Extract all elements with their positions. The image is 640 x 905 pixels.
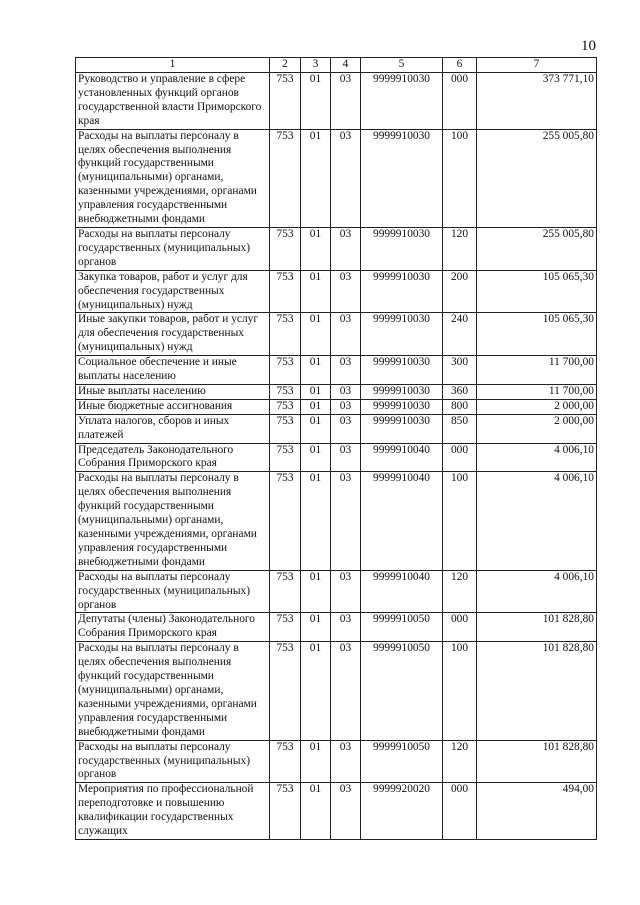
row-code-cell: 753: [270, 270, 301, 313]
table-row: [76, 313, 597, 356]
row-amount-cell: 11 700,00: [477, 384, 597, 399]
row-name-cell: Депутаты (члены) Законодательного Собрания Приморского края: [76, 613, 270, 642]
row-code-cell: 753: [270, 313, 301, 356]
column-header: 5: [361, 58, 443, 73]
column-header: 7: [477, 58, 597, 73]
row-code-cell: 9999910050: [361, 613, 443, 642]
row-code-cell: 9999910030: [361, 227, 443, 270]
row-amount-cell: 4 006,10: [477, 472, 597, 570]
row-name-cell: Расходы на выплаты персоналу государственных (муниципальных) органов: [76, 740, 270, 783]
row-code-cell: 01: [301, 227, 331, 270]
row-code-cell: 753: [270, 740, 301, 783]
row-code-cell: 01: [301, 642, 331, 740]
row-code-cell: 03: [331, 384, 361, 399]
row-amount-cell: 255 005,80: [477, 129, 597, 227]
row-code-cell: 753: [270, 73, 301, 130]
row-code-cell: 753: [270, 227, 301, 270]
row-code-cell: 200: [443, 270, 477, 313]
row-code-cell: 03: [331, 399, 361, 414]
row-code-cell: 03: [331, 73, 361, 130]
row-code-cell: 03: [331, 570, 361, 613]
table-row: [76, 399, 597, 414]
row-code-cell: 850: [443, 414, 477, 443]
row-amount-cell: 105 065,30: [477, 270, 597, 313]
row-code-cell: 9999910030: [361, 356, 443, 385]
row-name-cell: Уплата налогов, сборов и иных платежей: [76, 414, 270, 443]
row-name-cell: Председатель Законодательного Собрания Приморского края: [76, 443, 270, 472]
row-amount-cell: 494,00: [477, 783, 597, 840]
row-code-cell: 9999910040: [361, 472, 443, 570]
row-code-cell: 03: [331, 443, 361, 472]
row-code-cell: 03: [331, 356, 361, 385]
table-row: [76, 356, 597, 385]
row-code-cell: 120: [443, 570, 477, 613]
row-code-cell: 01: [301, 399, 331, 414]
row-amount-cell: 373 771,10: [477, 73, 597, 130]
row-code-cell: 000: [443, 783, 477, 840]
row-code-cell: 03: [331, 472, 361, 570]
row-code-cell: 01: [301, 570, 331, 613]
row-name-cell: Расходы на выплаты персоналу государственных (муниципальных) органов: [76, 227, 270, 270]
row-code-cell: 9999910030: [361, 129, 443, 227]
row-code-cell: 9999910040: [361, 443, 443, 472]
row-amount-cell: 255 005,80: [477, 227, 597, 270]
row-code-cell: 03: [331, 270, 361, 313]
row-code-cell: 753: [270, 783, 301, 840]
row-code-cell: 9999910030: [361, 73, 443, 130]
table-row: [76, 472, 597, 570]
table-header-row: [76, 58, 597, 73]
row-amount-cell: 4 006,10: [477, 570, 597, 613]
column-header: 1: [76, 58, 270, 73]
row-code-cell: 753: [270, 399, 301, 414]
row-code-cell: 360: [443, 384, 477, 399]
budget-table: [75, 57, 597, 840]
row-code-cell: 800: [443, 399, 477, 414]
row-name-cell: Руководство и управление в сфере установленных функций органов государственной власти Приморского края: [76, 73, 270, 130]
table-body: [76, 73, 597, 840]
table-row: [76, 740, 597, 783]
table-row: [76, 227, 597, 270]
row-code-cell: 03: [331, 783, 361, 840]
row-code-cell: 01: [301, 443, 331, 472]
row-code-cell: 9999910050: [361, 642, 443, 740]
row-code-cell: 753: [270, 414, 301, 443]
row-code-cell: 100: [443, 642, 477, 740]
table-row: [76, 613, 597, 642]
row-code-cell: 753: [270, 613, 301, 642]
table-row: [76, 270, 597, 313]
row-amount-cell: 105 065,30: [477, 313, 597, 356]
row-name-cell: Расходы на выплаты персоналу в целях обеспечения выполнения функций государственными (муниципальными) органами, казенными учреждениями, органами управления государственными внебюджетными фондами: [76, 642, 270, 740]
row-code-cell: 01: [301, 270, 331, 313]
row-name-cell: Иные закупки товаров, работ и услуг для обеспечения государственных (муниципальных) нужд: [76, 313, 270, 356]
row-code-cell: 300: [443, 356, 477, 385]
row-amount-cell: 101 828,80: [477, 613, 597, 642]
row-code-cell: 03: [331, 313, 361, 356]
row-amount-cell: 2 000,00: [477, 414, 597, 443]
row-name-cell: Расходы на выплаты персоналу в целях обеспечения выполнения функций государственными (муниципальными) органами, казенными учреждениями, органами управления государственными внебюджетными фондами: [76, 129, 270, 227]
row-code-cell: 01: [301, 384, 331, 399]
row-code-cell: 01: [301, 613, 331, 642]
row-amount-cell: 11 700,00: [477, 356, 597, 385]
row-amount-cell: 101 828,80: [477, 642, 597, 740]
row-code-cell: 753: [270, 384, 301, 399]
row-code-cell: 01: [301, 783, 331, 840]
table-row: [76, 73, 597, 130]
row-code-cell: 753: [270, 129, 301, 227]
row-name-cell: Расходы на выплаты персоналу государственных (муниципальных) органов: [76, 570, 270, 613]
table-row: [76, 443, 597, 472]
row-code-cell: 9999910040: [361, 570, 443, 613]
row-code-cell: 120: [443, 740, 477, 783]
row-code-cell: 000: [443, 73, 477, 130]
row-code-cell: 01: [301, 129, 331, 227]
row-code-cell: 100: [443, 129, 477, 227]
table-row: [76, 129, 597, 227]
column-header: 4: [331, 58, 361, 73]
row-code-cell: 240: [443, 313, 477, 356]
row-code-cell: 000: [443, 613, 477, 642]
row-amount-cell: 4 006,10: [477, 443, 597, 472]
row-code-cell: 03: [331, 129, 361, 227]
row-name-cell: Расходы на выплаты персоналу в целях обеспечения выполнения функций государственными (муниципальными) органами, казенными учреждениями, органами управления государственными внебюджетными фондами: [76, 472, 270, 570]
row-name-cell: Мероприятия по профессиональной переподготовке и повышению квалификации государственных служащих: [76, 783, 270, 840]
table-row: [76, 414, 597, 443]
row-name-cell: Закупка товаров, работ и услуг для обеспечения государственных (муниципальных) нужд: [76, 270, 270, 313]
table-row: [76, 783, 597, 840]
row-code-cell: 01: [301, 73, 331, 130]
row-code-cell: 9999910030: [361, 384, 443, 399]
row-code-cell: 9999910050: [361, 740, 443, 783]
row-name-cell: Иные бюджетные ассигнования: [76, 399, 270, 414]
row-code-cell: 9999910030: [361, 270, 443, 313]
row-code-cell: 9999920020: [361, 783, 443, 840]
row-amount-cell: 2 000,00: [477, 399, 597, 414]
row-amount-cell: 101 828,80: [477, 740, 597, 783]
row-code-cell: 753: [270, 356, 301, 385]
row-code-cell: 753: [270, 472, 301, 570]
page-number: 10: [581, 38, 596, 54]
row-code-cell: 100: [443, 472, 477, 570]
row-code-cell: 01: [301, 414, 331, 443]
row-code-cell: 01: [301, 313, 331, 356]
table-row: [76, 384, 597, 399]
row-code-cell: 01: [301, 356, 331, 385]
row-code-cell: 03: [331, 227, 361, 270]
row-code-cell: 03: [331, 642, 361, 740]
row-code-cell: 03: [331, 414, 361, 443]
column-header: 6: [443, 58, 477, 73]
row-code-cell: 753: [270, 642, 301, 740]
row-code-cell: 03: [331, 613, 361, 642]
row-code-cell: 120: [443, 227, 477, 270]
row-code-cell: 9999910030: [361, 313, 443, 356]
row-name-cell: Социальное обеспечение и иные выплаты населению: [76, 356, 270, 385]
row-code-cell: 753: [270, 570, 301, 613]
row-name-cell: Иные выплаты населению: [76, 384, 270, 399]
row-code-cell: 000: [443, 443, 477, 472]
row-code-cell: 03: [331, 740, 361, 783]
row-code-cell: 9999910030: [361, 399, 443, 414]
table-row: [76, 642, 597, 740]
row-code-cell: 753: [270, 443, 301, 472]
table-row: [76, 570, 597, 613]
column-header: 3: [301, 58, 331, 73]
row-code-cell: 01: [301, 472, 331, 570]
row-code-cell: 9999910030: [361, 414, 443, 443]
row-code-cell: 01: [301, 740, 331, 783]
column-header: 2: [270, 58, 301, 73]
